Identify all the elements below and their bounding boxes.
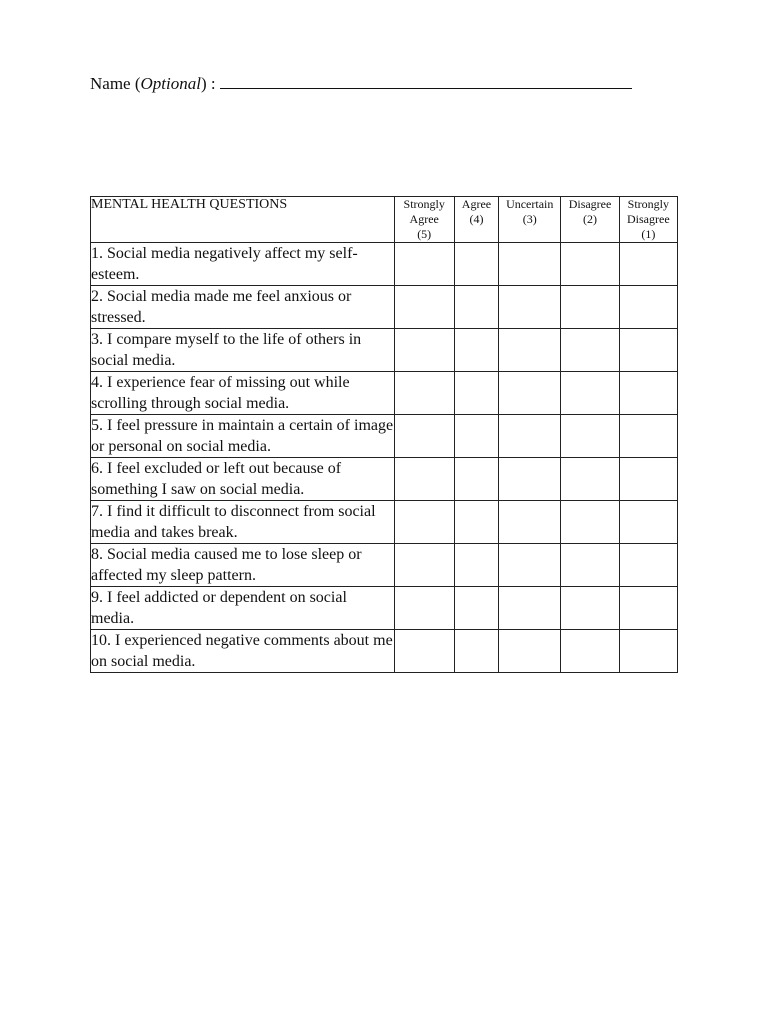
answer-cell-strongly-agree[interactable] — [394, 501, 454, 544]
scale-header-strongly-disagree — [619, 197, 677, 243]
table-row — [91, 415, 678, 458]
scale-score: (3) — [522, 212, 537, 226]
answer-cell-agree[interactable] — [454, 243, 498, 286]
answer-cell-disagree[interactable] — [561, 501, 619, 544]
question-text: 1. Social media negatively affect my self-esteem. — [91, 243, 395, 286]
answer-cell-strongly-disagree[interactable] — [619, 630, 677, 673]
name-input-line[interactable] — [220, 74, 632, 89]
answer-cell-agree[interactable] — [454, 372, 498, 415]
answer-cell-strongly-disagree[interactable] — [619, 458, 677, 501]
question-text: 5. I feel pressure in maintain a certain of image or personal on social media. — [91, 415, 395, 458]
answer-cell-disagree[interactable] — [561, 329, 619, 372]
name-optional-label: Optional — [140, 74, 201, 93]
answer-cell-strongly-disagree[interactable] — [619, 243, 677, 286]
table-row — [91, 286, 678, 329]
table-row — [91, 372, 678, 415]
scale-header-strongly-agree — [394, 197, 454, 243]
answer-cell-uncertain[interactable] — [499, 286, 561, 329]
answer-cell-agree[interactable] — [454, 415, 498, 458]
name-label: Name ( — [90, 74, 141, 93]
answer-cell-strongly-agree[interactable] — [394, 286, 454, 329]
question-text: 2. Social media made me feel anxious or stressed. — [91, 286, 395, 329]
answer-cell-strongly-disagree[interactable] — [619, 501, 677, 544]
scale-label: Strongly Agree — [403, 197, 445, 226]
answer-cell-strongly-disagree[interactable] — [619, 544, 677, 587]
answer-cell-agree[interactable] — [454, 630, 498, 673]
question-text: 4. I experience fear of missing out while scrolling through social media. — [91, 372, 395, 415]
answer-cell-uncertain[interactable] — [499, 544, 561, 587]
scale-header-uncertain — [499, 197, 561, 243]
answer-cell-uncertain[interactable] — [499, 372, 561, 415]
answer-cell-uncertain[interactable] — [499, 243, 561, 286]
question-text: 6. I feel excluded or left out because of something I saw on social media. — [91, 458, 395, 501]
answer-cell-strongly-disagree[interactable] — [619, 372, 677, 415]
answer-cell-agree[interactable] — [454, 286, 498, 329]
table-row — [91, 243, 678, 286]
scale-label: Strongly Disagree — [627, 197, 670, 226]
question-text: 3. I compare myself to the life of others in social media. — [91, 329, 395, 372]
answer-cell-disagree[interactable] — [561, 243, 619, 286]
answer-cell-uncertain[interactable] — [499, 329, 561, 372]
scale-label: Uncertain — [506, 197, 554, 211]
answer-cell-uncertain[interactable] — [499, 415, 561, 458]
answer-cell-uncertain[interactable] — [499, 587, 561, 630]
answer-cell-agree[interactable] — [454, 501, 498, 544]
question-text: 8. Social media caused me to lose sleep or affected my sleep pattern. — [91, 544, 395, 587]
answer-cell-agree[interactable] — [454, 587, 498, 630]
scale-header-disagree — [561, 197, 619, 243]
table-row — [91, 587, 678, 630]
answer-cell-strongly-disagree[interactable] — [619, 415, 677, 458]
scale-score: (5) — [417, 227, 432, 241]
answer-cell-strongly-agree[interactable] — [394, 587, 454, 630]
name-label-suffix: ) : — [200, 74, 216, 93]
answer-cell-disagree[interactable] — [561, 458, 619, 501]
question-text: 10. I experienced negative comments about me on social media. — [91, 630, 395, 673]
table-header-row — [91, 197, 678, 243]
answer-cell-uncertain[interactable] — [499, 630, 561, 673]
scale-label: Agree — [461, 197, 492, 211]
answer-cell-strongly-agree[interactable] — [394, 630, 454, 673]
answer-cell-disagree[interactable] — [561, 415, 619, 458]
answer-cell-strongly-agree[interactable] — [394, 329, 454, 372]
question-column-header: MENTAL HEALTH QUESTIONS — [91, 197, 395, 243]
answer-cell-agree[interactable] — [454, 544, 498, 587]
answer-cell-strongly-disagree[interactable] — [619, 587, 677, 630]
question-text: 9. I feel addicted or dependent on social media. — [91, 587, 395, 630]
scale-label: Disagree — [568, 197, 612, 211]
scale-header-agree — [454, 197, 498, 243]
answer-cell-uncertain[interactable] — [499, 458, 561, 501]
answer-cell-disagree[interactable] — [561, 630, 619, 673]
answer-cell-disagree[interactable] — [561, 372, 619, 415]
answer-cell-strongly-agree[interactable] — [394, 544, 454, 587]
answer-cell-strongly-agree[interactable] — [394, 372, 454, 415]
table-row — [91, 501, 678, 544]
mental-health-survey-table — [90, 196, 678, 673]
answer-cell-disagree[interactable] — [561, 587, 619, 630]
answer-cell-disagree[interactable] — [561, 544, 619, 587]
scale-score: (2) — [583, 212, 598, 226]
answer-cell-agree[interactable] — [454, 458, 498, 501]
answer-cell-strongly-agree[interactable] — [394, 458, 454, 501]
scale-score: (4) — [469, 212, 484, 226]
answer-cell-agree[interactable] — [454, 329, 498, 372]
answer-cell-strongly-disagree[interactable] — [619, 329, 677, 372]
question-text: 7. I find it difficult to disconnect from social media and takes break. — [91, 501, 395, 544]
table-row — [91, 544, 678, 587]
table-row — [91, 630, 678, 673]
answer-cell-strongly-agree[interactable] — [394, 243, 454, 286]
answer-cell-strongly-disagree[interactable] — [619, 286, 677, 329]
scale-score: (1) — [641, 227, 656, 241]
answer-cell-uncertain[interactable] — [499, 501, 561, 544]
table-row — [91, 458, 678, 501]
table-row — [91, 329, 678, 372]
answer-cell-strongly-agree[interactable] — [394, 415, 454, 458]
name-field-line — [90, 74, 632, 94]
answer-cell-disagree[interactable] — [561, 286, 619, 329]
